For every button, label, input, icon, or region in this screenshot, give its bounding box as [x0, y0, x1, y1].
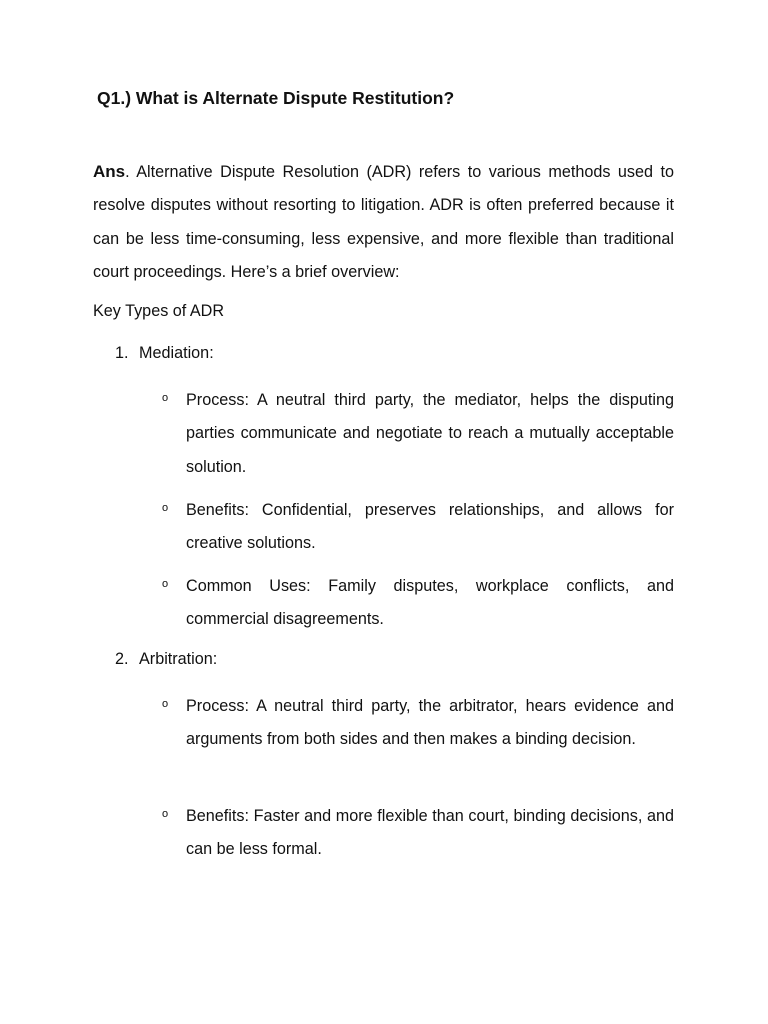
answer-label: Ans	[93, 162, 126, 181]
list-item-title: Arbitration:	[139, 650, 218, 668]
list-item-title: Mediation:	[139, 344, 214, 362]
bullet-text: Common Uses: Family disputes, workplace conflicts, and commercial disagreements.	[186, 577, 674, 629]
section-heading: Key Types of ADR	[93, 302, 225, 320]
list-number: 2.	[115, 650, 129, 668]
bullet-text: Benefits: Confidential, preserves relationships, and allows for creative solutions.	[186, 501, 674, 553]
list-item-mediation	[115, 344, 214, 363]
list-item-arbitration	[115, 650, 217, 669]
bullet-text: Process: A neutral third party, the mediator, helps the disputing parties communicate and negotiate to reach a mutually acceptable solution.	[186, 391, 674, 476]
bullet-icon: o	[162, 808, 169, 820]
bullet-icon: o	[162, 698, 169, 710]
bullet-text: Process: A neutral third party, the arbitrator, hears evidence and arguments from both sides and then makes a binding decision.	[186, 697, 674, 749]
bullet-text: Benefits: Faster and more flexible than court, binding decisions, and can be less formal.	[186, 807, 674, 859]
answer-text: . Alternative Dispute Resolution (ADR) refers to various methods used to resolve disputes without resorting to litigation. ADR is often preferred because it can be less time-consuming, less expensive, and more flexible than traditional court proceedings. Here’s a brief overview:	[93, 163, 674, 281]
question-heading: Q1.) What is Alternate Dispute Restitution?	[97, 88, 455, 108]
bullet-icon: o	[162, 392, 169, 404]
bullet-icon: o	[162, 502, 169, 514]
answer-paragraph	[93, 155, 674, 289]
bullet-icon: o	[162, 578, 169, 590]
list-number: 1.	[115, 344, 129, 362]
